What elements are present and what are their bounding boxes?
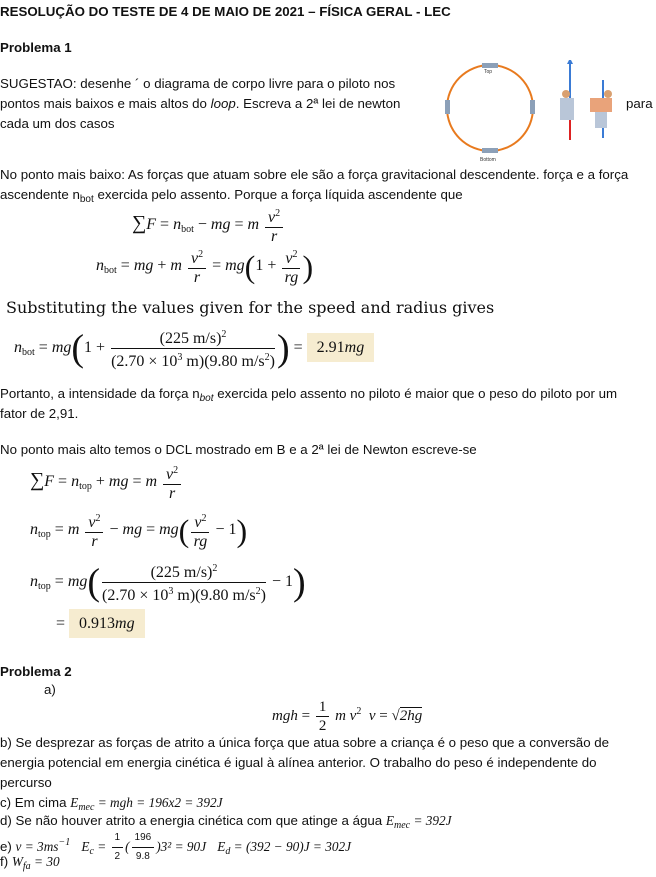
item-b-line-3: percurso [0, 775, 52, 790]
bottom-point-line-1: No ponto mais baixo: As forças que atuam sobre ele são a força gravitacional descendente. força e a força [0, 167, 629, 182]
item-e: e) $v = 3ms^{-1}$ $E_c$ = $\frac{1}{2}$ ( $\frac{196}{9.8}$ )3² = 90J $E_d = (392 - 90)J = 302J$ [0, 829, 351, 866]
item-c: c) Em cima $E_{mec}$ = mgh = 196x2 = 392J [0, 795, 223, 813]
equation-energy-a: mgh = $\frac{1}{2}$ m $v^2$ v = √2hg [272, 699, 423, 734]
equation-sum-forces-bottom: $\sum F = n_{bot}$ − mg = m $\frac{v^2}{r}$ [132, 205, 285, 246]
result-top-box: 0.913mg [69, 609, 145, 638]
item-b-line-2: energia potencial em energia cinética é igual à alínea anterior. O trabalho do peso é independente do [0, 755, 597, 770]
equation-n-top-result: = 0.913mg [56, 614, 145, 634]
top-point-intro: No ponto mais alto temos o DCL mostrado em B e a 2ª lei de Newton escreve-se [0, 442, 477, 457]
loop-diagram-figure [440, 60, 620, 170]
suggestion-para: para [626, 96, 653, 111]
suggestion-line-3: cada um dos casos [0, 116, 115, 131]
substituting-text: Substituting the values given for the speed and radius gives [6, 298, 495, 317]
equation-n-bot: $n_{bot}$ = mg + m $\frac{v^2}{r}$ = mg(1 + $\frac{v^2}{rg}$ ) [96, 246, 313, 287]
item-a-label: a) [44, 682, 56, 697]
svg-text:Top: Top [484, 69, 493, 75]
portanto-line-1: Portanto, a intensidade da força $n_{bot}$ exercida pelo assento no piloto é maior que o peso do piloto por um [0, 386, 618, 404]
suggestion-line-1: SUGESTAO: desenhe ´ o diagrama de corpo livre para o piloto nos [0, 76, 396, 91]
airplane-top-icon [482, 63, 498, 68]
portanto-line-2: fator de 2,91. [0, 406, 79, 421]
item-b-line-1: b) Se desprezar as forças de atrito a única força que atua sobre a criança é o peso que a conversão de [0, 735, 610, 750]
result-bottom-box: 2.91mg [307, 333, 375, 362]
item-f: f) $W_{fa} = 30$ [0, 854, 60, 872]
equation-n-top-numeric: $n_{top} = mg$( $\frac{(225 m/s)^2}{(2.70 \times 10^3 m)(9.80 m/s^2)}$ − 1) [30, 561, 306, 604]
equation-n-top: $n_{top} = m$ $\frac{v^2}{r}$ − mg = mg( $\frac{v^2}{rg}$ − 1) [30, 510, 247, 551]
problem-1-heading: Problema 1 [0, 40, 72, 55]
equation-n-bot-numeric: $n_{bot} = mg(1$ + $\frac{(225 m/s)^2}{(2.70 \times 10^3 m)(9.80 m/s^2)}$ ) = 2.91mg [14, 326, 374, 371]
airplane-bottom-icon [482, 148, 498, 153]
suggestion-line-2: pontos mais baixos e mais altos do loop. Escreva a 2ª lei de newton [0, 96, 401, 111]
item-d: d) Se não houver atrito a energia cinética com que atinge a água $E_{mec} = 392J$ [0, 813, 452, 831]
equation-sum-forces-top: $\sum F = n_{top}$ + mg = m $\frac{v^2}{r}$ [30, 462, 183, 503]
page-title: RESOLUÇÃO DO TESTE DE 4 DE MAIO DE 2021 – FÍSICA GERAL - LEC [0, 4, 451, 19]
bottom-point-line-2: ascendente $n_{bot}$ exercida pelo assento. Porque a força líquida ascendente que [0, 187, 463, 205]
svg-text:Bottom: Bottom [480, 157, 496, 163]
problem-2-heading: Problema 2 [0, 664, 72, 679]
